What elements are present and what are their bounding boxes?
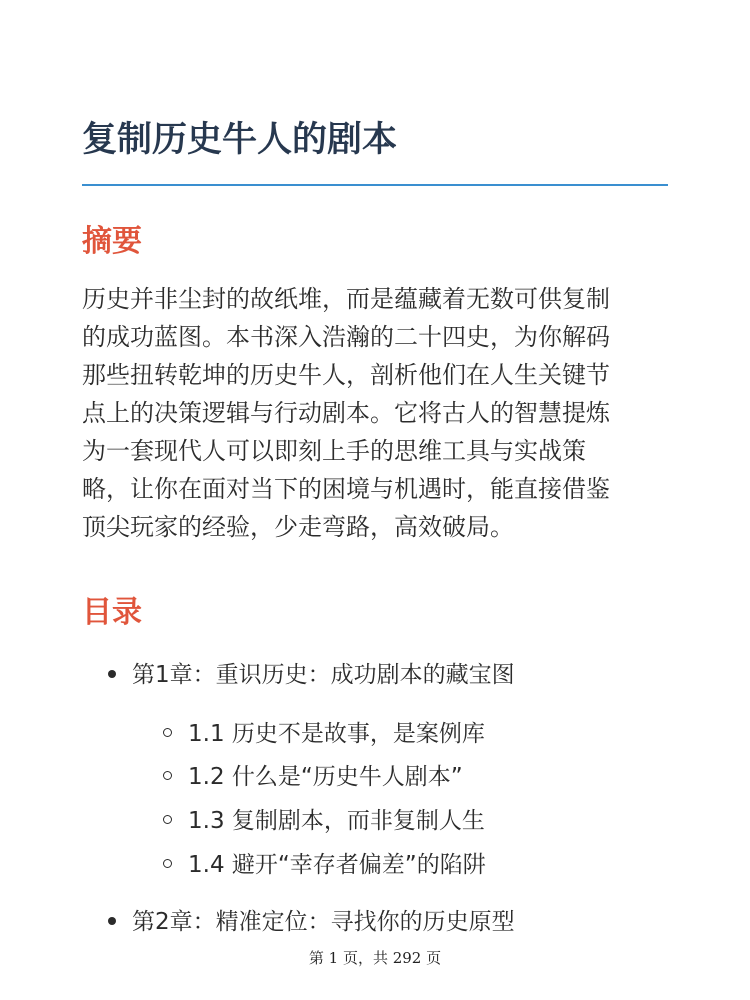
toc-section-1-3 [163,803,663,839]
page-number-footer: 第 1 页，共 292 页 [308,949,442,967]
toc-chapter-label: 第2章：精准定位：寻找你的历史原型 [132,909,515,935]
bullet-dot-icon [108,670,116,678]
abstract-line: 那些扭转乾坤的历史牛人，剖析他们在人生关键节 [82,361,610,389]
toc-section-1-2 [163,759,663,795]
abstract-line: 略，让你在面对当下的困境与机遇时，能直接借鉴 [82,475,610,503]
abstract-line: 点上的决策逻辑与行动剧本。它将古人的智慧提炼 [82,399,610,427]
abstract-line: 为一套现代人可以即刻上手的思维工具与实战策 [82,437,586,465]
toc-heading: 目录 [82,595,142,630]
abstract-heading: 摘要 [82,224,142,259]
title-divider [82,184,668,186]
abstract-paragraph [82,280,672,546]
document-title: 复制历史牛人的剧本 [82,120,398,160]
toc-chapter-2 [108,904,668,940]
toc-section-label: 1.4 避开“幸存者偏差”的陷阱 [188,852,486,878]
toc-section-label: 1.2 什么是“历史牛人剧本” [188,764,463,790]
bullet-dot-icon [108,917,116,925]
toc-chapter-label: 第1章：重识历史：成功剧本的藏宝图 [132,662,515,688]
bullet-circle-icon [163,859,172,868]
bullet-circle-icon [163,771,172,780]
toc-section-1-4 [163,847,663,883]
bullet-circle-icon [163,728,172,737]
bullet-circle-icon [163,815,172,824]
abstract-line: 顶尖玩家的经验，少走弯路，高效破局。 [82,513,514,541]
abstract-line: 历史并非尘封的故纸堆，而是蕴藏着无数可供复制 [82,285,610,313]
toc-chapter-1 [108,657,668,693]
toc-section-label: 1.3 复制剧本，而非复制人生 [188,808,485,834]
toc-section-1-1 [163,716,663,752]
toc-section-label: 1.1 历史不是故事，是案例库 [188,721,485,747]
abstract-line: 的成功蓝图。本书深入浩瀚的二十四史，为你解码 [82,323,610,351]
